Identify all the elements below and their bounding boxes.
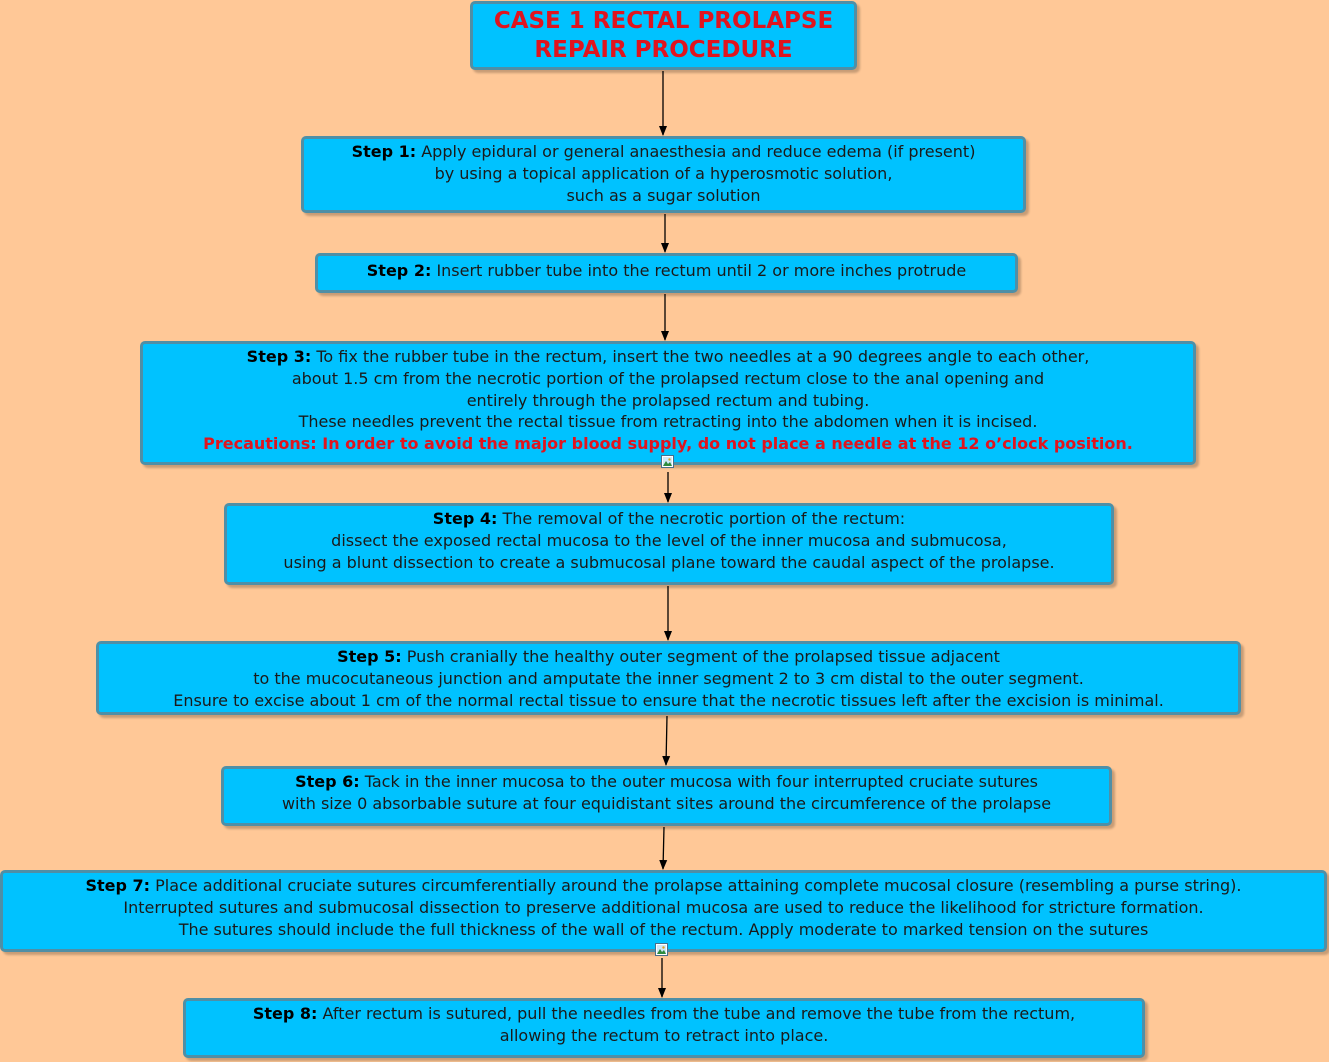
- title-line-1: CASE 1 RECTAL PROLAPSE: [493, 8, 834, 34]
- step-text: dissect the exposed rectal mucosa to the level of the inner mucosa and submucosa,: [331, 530, 1007, 550]
- step-label: Step 7:: [85, 876, 151, 895]
- step-label: Step 5:: [337, 647, 402, 666]
- step-text: about 1.5 cm from the necrotic portion of the prolapsed rectum close to the anal opening and: [291, 368, 1045, 388]
- step-text: such as a sugar solution: [566, 185, 761, 205]
- title-line-2: REPAIR PROCEDURE: [534, 37, 793, 63]
- step-text: Apply epidural or general anaesthesia and reduce edema (if present): [421, 142, 976, 161]
- arrow-step-5-to-step-6: [666, 716, 667, 765]
- step-label: Step 6:: [295, 772, 360, 791]
- step-text: Interrupted sutures and submucosal dissection to preserve additional mucosa are used to reduce the likelihood for stricture formation.: [123, 897, 1204, 917]
- step-text: allowing the rectum to retract into place.: [499, 1025, 829, 1045]
- step-3-box: [140, 341, 1196, 465]
- step-7-box: [0, 870, 1327, 952]
- image-attachment-icon[interactable]: [661, 455, 674, 468]
- step-text: with size 0 absorbable suture at four equidistant sites around the circumference of the prolapse: [281, 793, 1052, 813]
- step-text: These needles prevent the rectal tissue from retracting into the abdomen when it is incised.: [298, 412, 1038, 432]
- step-label: Step 3:: [246, 347, 312, 366]
- step-text: Place additional cruciate sutures circumferentially around the prolapse attaining complete mucosal closure (resembling a purse string).: [155, 876, 1242, 895]
- step-text: entirely through the prolapsed rectum and tubing.: [466, 390, 870, 410]
- step-text: The removal of the necrotic portion of the rectum:: [502, 509, 906, 528]
- arrow-step-6-to-step-7: [663, 827, 664, 869]
- title-box: [470, 1, 857, 70]
- image-attachment-icon[interactable]: [655, 943, 668, 956]
- step-5-box: [96, 641, 1241, 715]
- step-label: Step 1:: [351, 142, 417, 161]
- step-label: Step 4:: [432, 509, 498, 528]
- step-label: Step 8:: [252, 1004, 318, 1023]
- step-text: by using a topical application of a hyperosmotic solution,: [434, 163, 893, 183]
- step-6-box: [221, 766, 1112, 826]
- precaution-warning: Precautions: In order to avoid the major blood supply, do not place a needle at the 12 o’clock position.: [203, 434, 1133, 454]
- step-text: using a blunt dissection to create a submucosal plane toward the caudal aspect of the prolapse.: [283, 552, 1055, 572]
- step-1-box: [301, 136, 1026, 213]
- step-2-box: [315, 253, 1018, 293]
- step-4-box: [224, 503, 1114, 585]
- step-text: After rectum is sutured, pull the needles from the tube and remove the tube from the rectum,: [322, 1004, 1076, 1023]
- step-text: To fix the rubber tube in the rectum, insert the two needles at a 90 degrees angle to each other,: [316, 347, 1090, 366]
- step-8-box: [183, 998, 1145, 1058]
- step-text: Insert rubber tube into the rectum until 2 or more inches protrude: [436, 261, 967, 280]
- step-text: to the mucocutaneous junction and amputate the inner segment 2 to 3 cm distal to the outer segment.: [253, 668, 1084, 688]
- step-text: Tack in the inner mucosa to the outer mucosa with four interrupted cruciate sutures: [364, 772, 1038, 791]
- step-label: Step 2:: [366, 261, 432, 280]
- step-text: The sutures should include the full thickness of the wall of the rectum. Apply moderate to marked tension on the sutures: [178, 919, 1149, 939]
- step-text: Push cranially the healthy outer segment of the prolapsed tissue adjacent: [406, 647, 1000, 666]
- step-text: Ensure to excise about 1 cm of the normal rectal tissue to ensure that the necrotic tissues left after the excision is minimal.: [173, 690, 1164, 710]
